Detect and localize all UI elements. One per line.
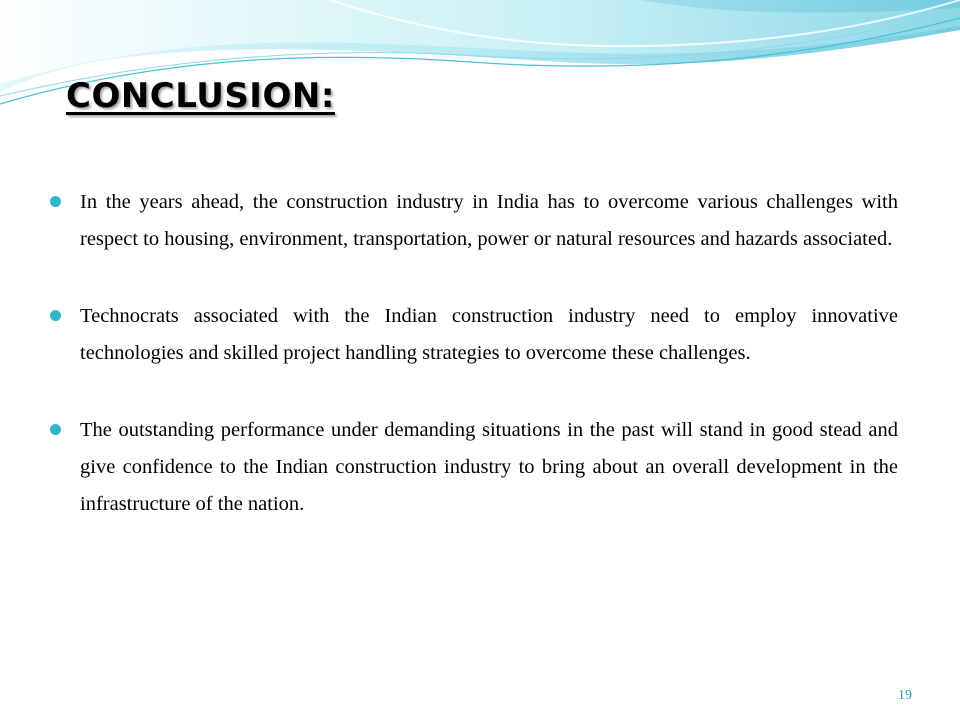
bullet-text: In the years ahead, the construction industry in India has to overcome various challenges with respect to housing, environment, transportation, power or natural resources and hazards associated. bbox=[80, 191, 898, 250]
bullet-dot-icon bbox=[50, 196, 61, 207]
slide-title: CONCLUSION: bbox=[66, 76, 335, 116]
bullet-text: Technocrats associated with the Indian construction industry need to employ innovative technologies and skilled project handling strategies to overcome these challenges. bbox=[80, 305, 898, 364]
bullet-dot-icon bbox=[50, 310, 61, 321]
bullet-list bbox=[48, 184, 898, 563]
bullet-item bbox=[48, 184, 898, 258]
bullet-text: The outstanding performance under demanding situations in the past will stand in good stead and give confidence to the Indian construction industry to bring about an overall development in the infrastructure of the nation. bbox=[80, 419, 898, 515]
bullet-item bbox=[48, 298, 898, 372]
page-number: 19 bbox=[898, 688, 912, 703]
bullet-item bbox=[48, 412, 898, 523]
bullet-dot-icon bbox=[50, 424, 61, 435]
